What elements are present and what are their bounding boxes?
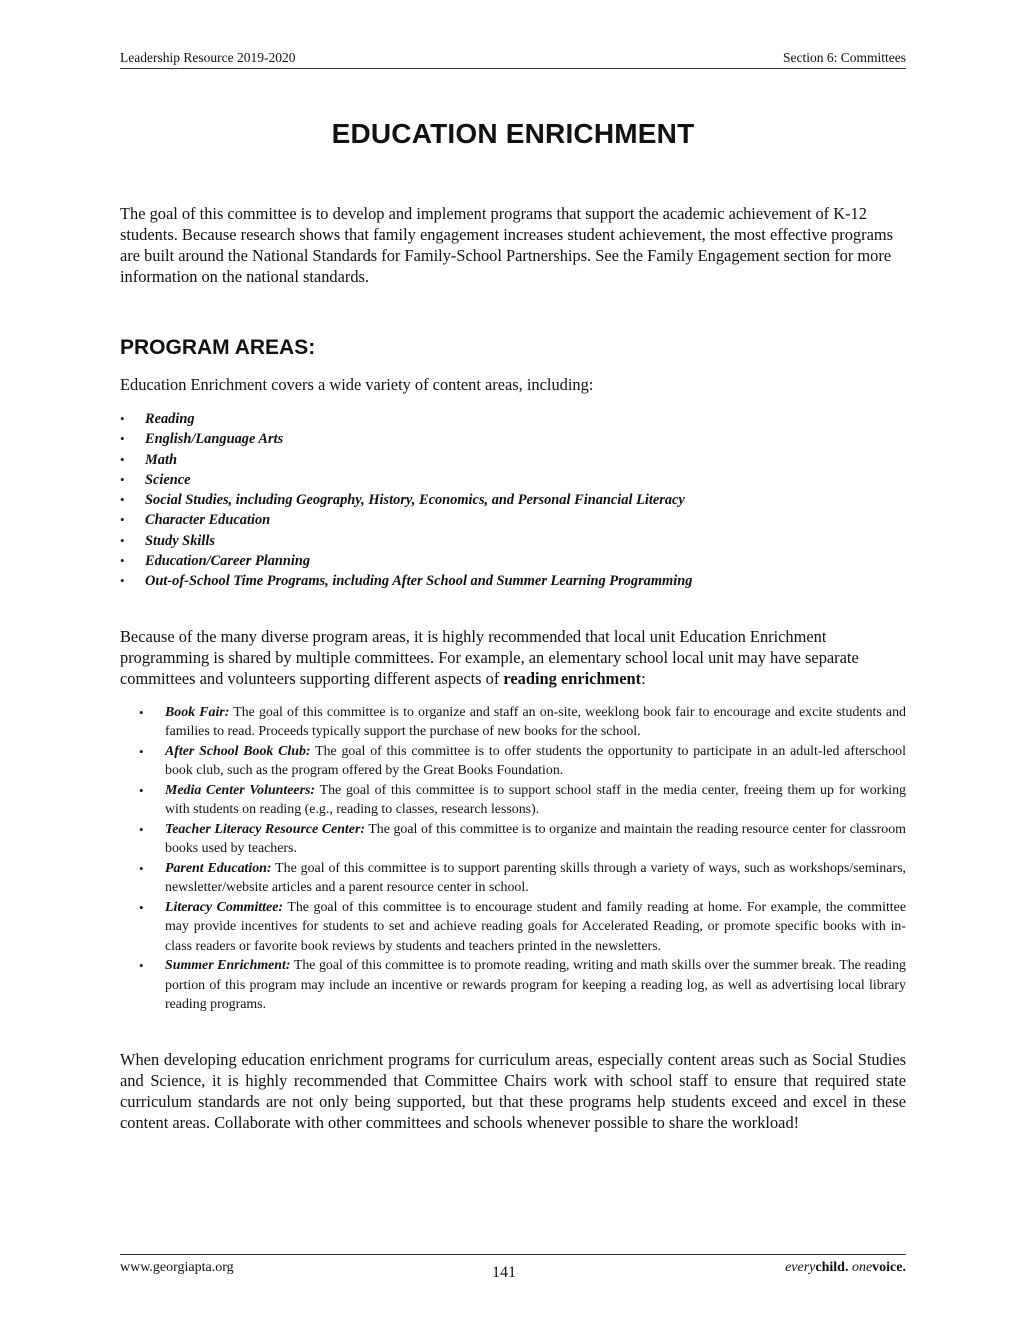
bullet-icon: • — [120, 573, 125, 589]
bullet-icon: • — [120, 512, 125, 528]
page-number: 141 — [492, 1264, 516, 1281]
bullet-icon: • — [139, 900, 144, 915]
bullet-icon: • — [139, 705, 144, 720]
bullet-icon: • — [139, 744, 144, 759]
list-item: • Out-of-School Time Programs, including After School and Summer Learning Programming — [120, 573, 693, 590]
bullet-icon: • — [139, 783, 144, 798]
list-item: • Book Fair: The goal of this committee is to organize and staff an on-site, weeklong book fair to encourage and excite students and families to read. Proceeds typically support the purchase of new books for the school. — [139, 705, 906, 740]
page-footer — [120, 1254, 906, 1285]
list-item: • Summer Enrichment: The goal of this committee is to promote reading, writing and math skills over the summer break. The reading portion of this program may include an incentive or rewards program for keeping a reading log, as well as advertising local library reading programs. — [139, 958, 907, 1013]
bullet-icon: • — [120, 532, 125, 548]
because-paragraph: Because of the many diverse program areas, it is highly recommended that local unit Education Enrichment programming is shared by multiple committees. For example, an elementary school local unit may have separate committees and volunteers supporting different aspects of reading enrichment: — [120, 627, 859, 688]
bullet-icon: • — [120, 553, 125, 569]
developing-paragraph: When developing education enrichment programs for curriculum areas, especially content areas such as Social Studies and Science, it is highly recommended that Committee Chairs work with school staff to ensure that required state curriculum standards are not only being supported, but that these programs help students exceed and excel in these content areas. Collaborate with other committees and schools whenever possible to share the workload! — [120, 1050, 906, 1132]
footer-slogan: everychild. onevoice. — [785, 1260, 906, 1275]
list-item: • Literacy Committee: The goal of this committee is to encourage student and family reading at home. For example, the committee may provide incentives for students to set and achieve reading goals for Accelerated Reading, or promote specific books with in-class readers or favorite book reviews by students and teachers printed in the newsletters. — [139, 900, 906, 954]
list-item: • Science — [120, 471, 191, 488]
intro-paragraph: The goal of this committee is to develop and implement programs that support the academic achievement of K-12 students. Because research shows that family engagement increases student achievement, the most effective programs are built around the National Standards for Family-School Partnerships. See the Family Engagement section for more information on the national standards. — [120, 204, 893, 286]
list-item: • Character Education — [120, 512, 271, 529]
header-right: Section 6: Committees — [783, 50, 906, 65]
list-item: • Teacher Literacy Resource Center: The goal of this committee is to organize and maintain the reading resource center for classroom books used by teachers. — [139, 822, 906, 857]
list-item: • Math — [120, 451, 177, 468]
page-header — [120, 50, 906, 69]
section-heading: PROGRAM AREAS: — [120, 336, 316, 359]
bullet-icon: • — [120, 492, 125, 508]
bullet-icon: • — [120, 431, 125, 447]
bullet-icon: • — [139, 861, 144, 876]
list-item: • English/Language Arts — [120, 431, 284, 448]
bullet-icon: • — [120, 411, 125, 426]
list-item: • Parent Education: The goal of this committee is to support parenting skills through a variety of ways, such as workshops/seminars, newsletter/website articles and a parent resource center in school. — [139, 861, 906, 896]
bullet-icon: • — [120, 451, 125, 467]
list-item: • Social Studies, including Geography, History, Economics, and Personal Financial Literacy — [120, 492, 685, 509]
bullet-icon: • — [139, 822, 144, 837]
header-left: Leadership Resource 2019-2020 — [120, 50, 296, 65]
list-item: • Reading — [120, 411, 195, 427]
program-areas-lead: Education Enrichment covers a wide variety of content areas, including: — [120, 375, 594, 394]
bullet-icon: • — [139, 958, 144, 974]
list-item: • Study Skills — [120, 532, 215, 549]
program-areas-list — [120, 409, 692, 592]
list-item: • After School Book Club: The goal of this committee is to offer students the opportunity to participate in an adult-led afterschool book club, such as the program offered by the Great Books Foundation. — [139, 744, 906, 779]
footer-website-link[interactable]: www.georgiapta.org — [120, 1260, 234, 1275]
page-title: EDUCATION ENRICHMENT — [331, 118, 695, 149]
committees-list — [139, 703, 906, 1015]
list-item: • Education/Career Planning — [120, 553, 311, 570]
bullet-icon: • — [120, 471, 125, 487]
list-item: • Media Center Volunteers: The goal of this committee is to support school staff in the media center, freeing them up for working with students on reading (e.g., reading to classes, research lessons). — [139, 783, 906, 818]
reading-enrichment-emphasis: reading enrichment — [503, 669, 642, 688]
